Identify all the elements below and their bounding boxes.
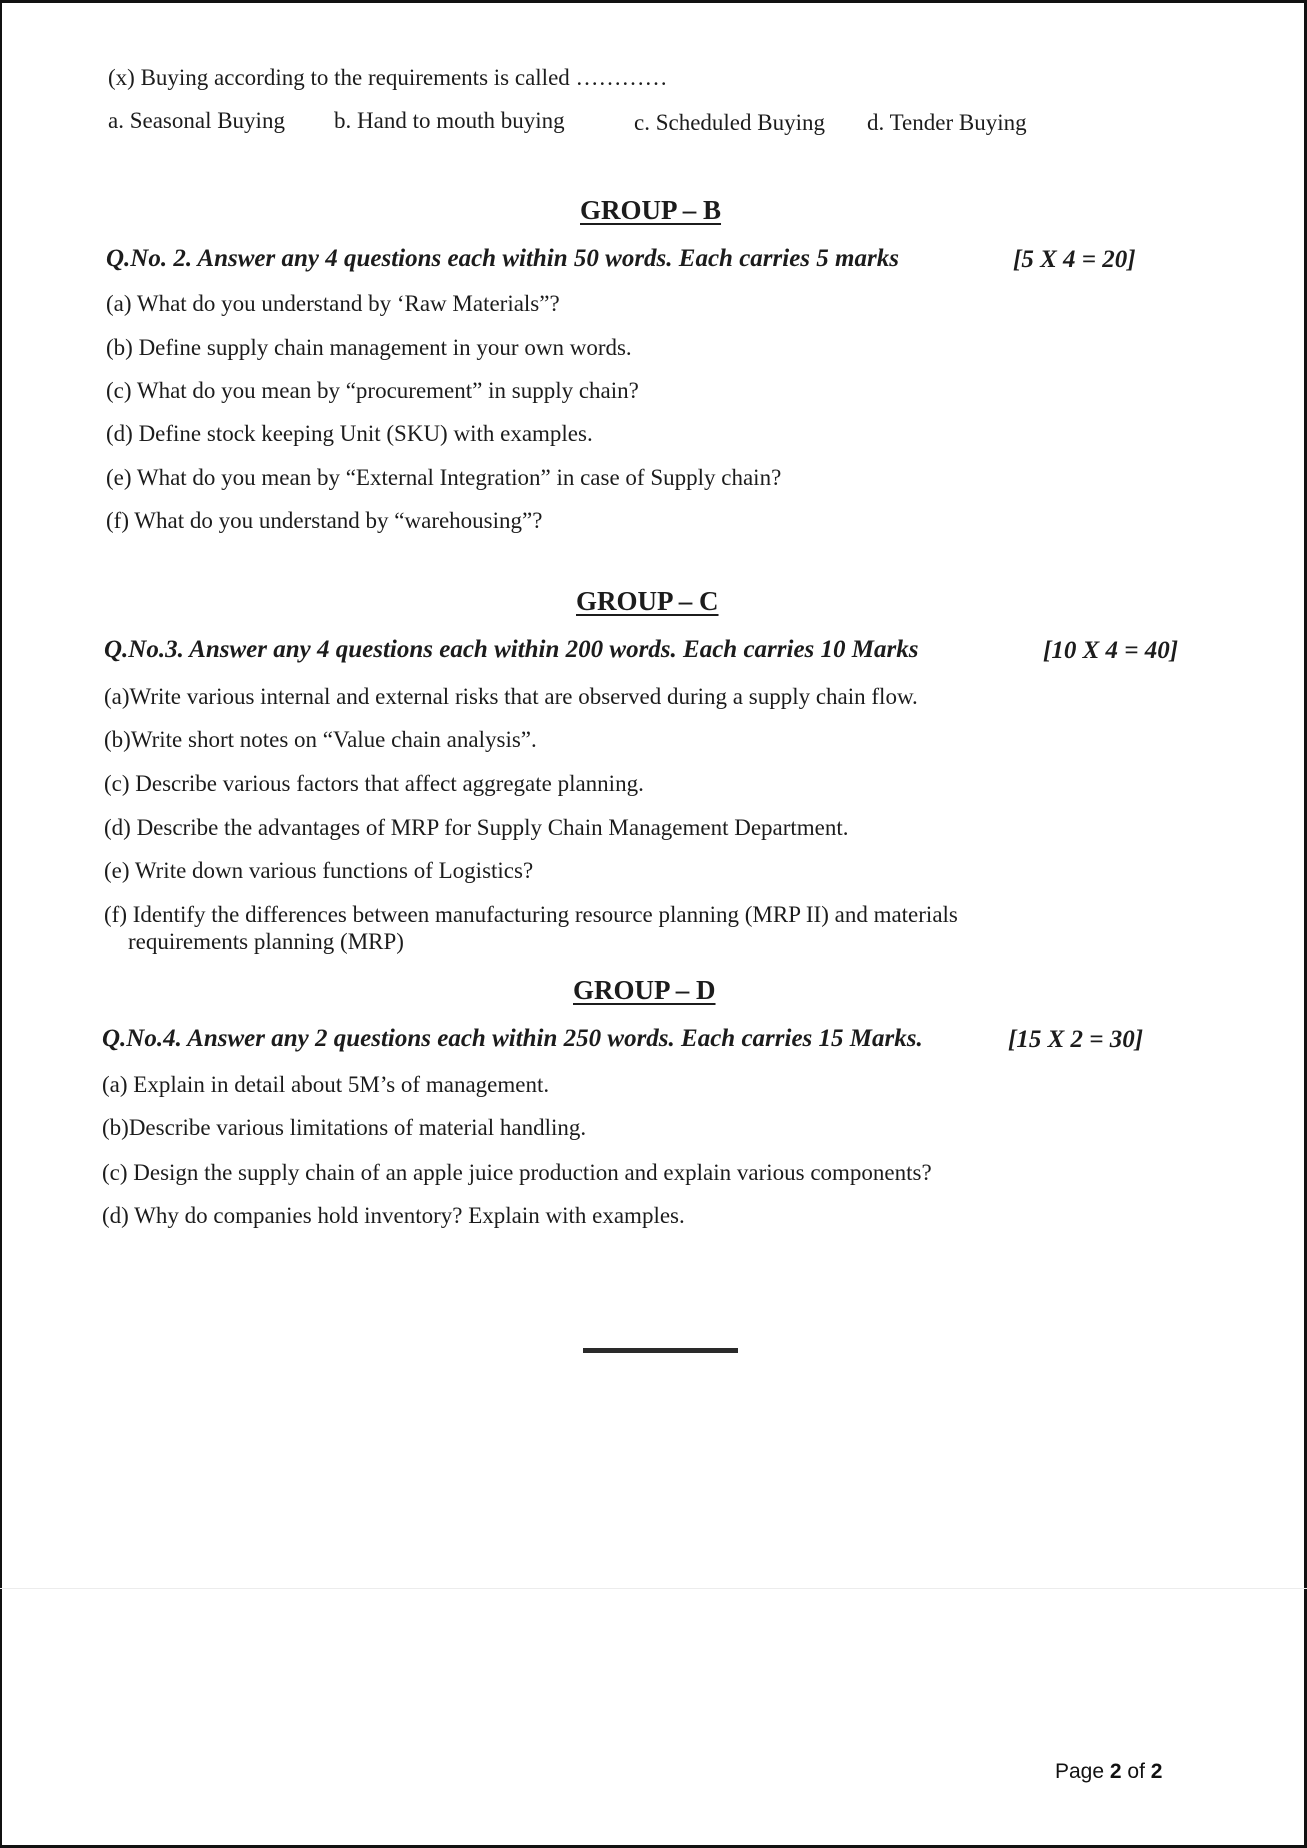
group-c-question-f: (f) Identify the differences between manufacturing resource planning (MRP II) and materials: [104, 902, 958, 927]
page-number: [1055, 1760, 1162, 1784]
end-of-paper-rule: [583, 1348, 738, 1353]
question-x-option-d: d. Tender Buying: [867, 110, 1027, 135]
group-c-question-e: (e) Write down various functions of Logistics?: [104, 858, 534, 883]
page-number-prefix: Page: [1055, 1760, 1110, 1783]
page-number-total: 2: [1150, 1760, 1163, 1783]
group-b-question-a: (a) What do you understand by ‘Raw Materials”?: [106, 291, 560, 316]
group-c-instruction: Q.No.3. Answer any 4 questions each within 200 words. Each carries 10 Marks: [104, 636, 919, 663]
group-b-question-e: (e) What do you mean by “External Integration” in case of Supply chain?: [106, 465, 782, 490]
group-d-question-b: (b)Describe various limitations of material handling.: [102, 1115, 587, 1140]
page-number-current: 2: [1109, 1760, 1122, 1783]
group-b-question-b: (b) Define supply chain management in your own words.: [106, 335, 632, 360]
group-b-marks: [5 X 4 = 20]: [1013, 246, 1136, 273]
group-b-question-c: (c) What do you mean by “procurement” in supply chain?: [106, 378, 639, 403]
group-d-question-c: (c) Design the supply chain of an apple juice production and explain various components?: [102, 1160, 932, 1185]
page-number-of: of: [1121, 1760, 1151, 1783]
group-b-heading: GROUP – B: [580, 195, 722, 225]
group-b-question-d: (d) Define stock keeping Unit (SKU) with examples.: [106, 421, 593, 446]
group-c-question-b: (b)Write short notes on “Value chain analysis”.: [104, 727, 537, 752]
group-d-heading: GROUP – D: [573, 975, 716, 1005]
question-x-option-b: b. Hand to mouth buying: [334, 108, 565, 133]
group-d-instruction: Q.No.4. Answer any 2 questions each within 250 words. Each carries 15 Marks.: [102, 1025, 923, 1052]
question-x-option-c: c. Scheduled Buying: [634, 110, 825, 135]
group-b-question-f: (f) What do you understand by “warehousing”?: [106, 508, 543, 533]
question-x-stem: (x) Buying according to the requirements is called …………: [108, 65, 668, 90]
group-d-question-a: (a) Explain in detail about 5M’s of management.: [102, 1072, 550, 1097]
group-d-question-d: (d) Why do companies hold inventory? Explain with examples.: [102, 1203, 685, 1228]
group-c-question-c: (c) Describe various factors that affect aggregate planning.: [104, 771, 644, 796]
group-c-question-f-continued: requirements planning (MRP): [128, 929, 404, 954]
question-x-option-a: a. Seasonal Buying: [108, 108, 285, 133]
group-c-heading: GROUP – C: [576, 586, 719, 616]
scan-edge-line: [0, 1588, 1307, 1589]
group-c-question-a: (a)Write various internal and external risks that are observed during a supply chain flow.: [104, 684, 918, 709]
group-c-marks: [10 X 4 = 40]: [1043, 637, 1179, 664]
group-c-question-d: (d) Describe the advantages of MRP for Supply Chain Management Department.: [104, 815, 849, 840]
group-d-marks: [15 X 2 = 30]: [1008, 1026, 1144, 1053]
group-b-instruction: Q.No. 2. Answer any 4 questions each within 50 words. Each carries 5 marks: [106, 245, 899, 272]
